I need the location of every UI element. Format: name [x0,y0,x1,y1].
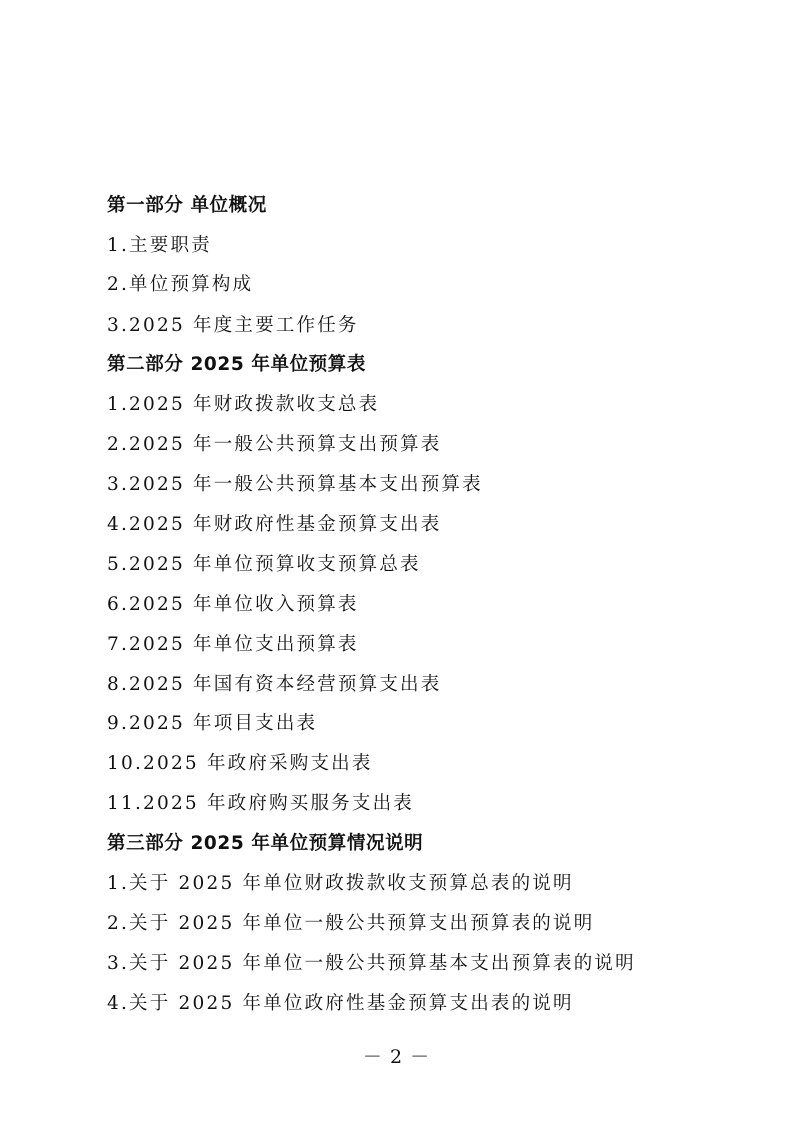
part3-item-1: 1.关于 2025 年单位财政拨款收支预算总表的说明 [107,873,574,894]
part2-item-7: 7.2025 年单位支出预算表 [107,634,359,655]
part3-heading: 第三部分 2025 年单位预算情况说明 [107,833,424,854]
part2-heading: 第二部分 2025 年单位预算表 [107,354,366,375]
part1-heading: 第一部分 单位概况 [107,195,267,216]
part1-item-2: 2.单位预算构成 [107,274,254,295]
page-number: － 2 － [362,1046,431,1068]
part2-item-2: 2.2025 年一般公共预算支出预算表 [107,434,442,455]
part2-item-4: 4.2025 年财政府性基金预算支出表 [107,514,442,535]
part2-item-9: 9.2025 年项目支出表 [107,713,318,734]
part2-item-10: 10.2025 年政府采购支出表 [107,753,373,774]
part1-item-1: 1.主要职责 [107,235,212,256]
part1-item-3: 3.2025 年度主要工作任务 [107,315,359,336]
part2-item-3: 3.2025 年一般公共预算基本支出预算表 [107,474,483,495]
part2-item-1: 1.2025 年财政拨款收支总表 [107,394,380,415]
part2-item-5: 5.2025 年单位预算收支预算总表 [107,554,421,575]
part3-item-2: 2.关于 2025 年单位一般公共预算支出预算表的说明 [107,913,595,934]
part2-item-8: 8.2025 年国有资本经营预算支出表 [107,674,442,695]
part2-item-11: 11.2025 年政府购买服务支出表 [107,793,414,814]
part3-item-3: 3.关于 2025 年单位一般公共预算基本支出预算表的说明 [107,953,636,974]
part2-item-6: 6.2025 年单位收入预算表 [107,594,359,615]
part3-item-4: 4.关于 2025 年单位政府性基金预算支出表的说明 [107,993,574,1014]
